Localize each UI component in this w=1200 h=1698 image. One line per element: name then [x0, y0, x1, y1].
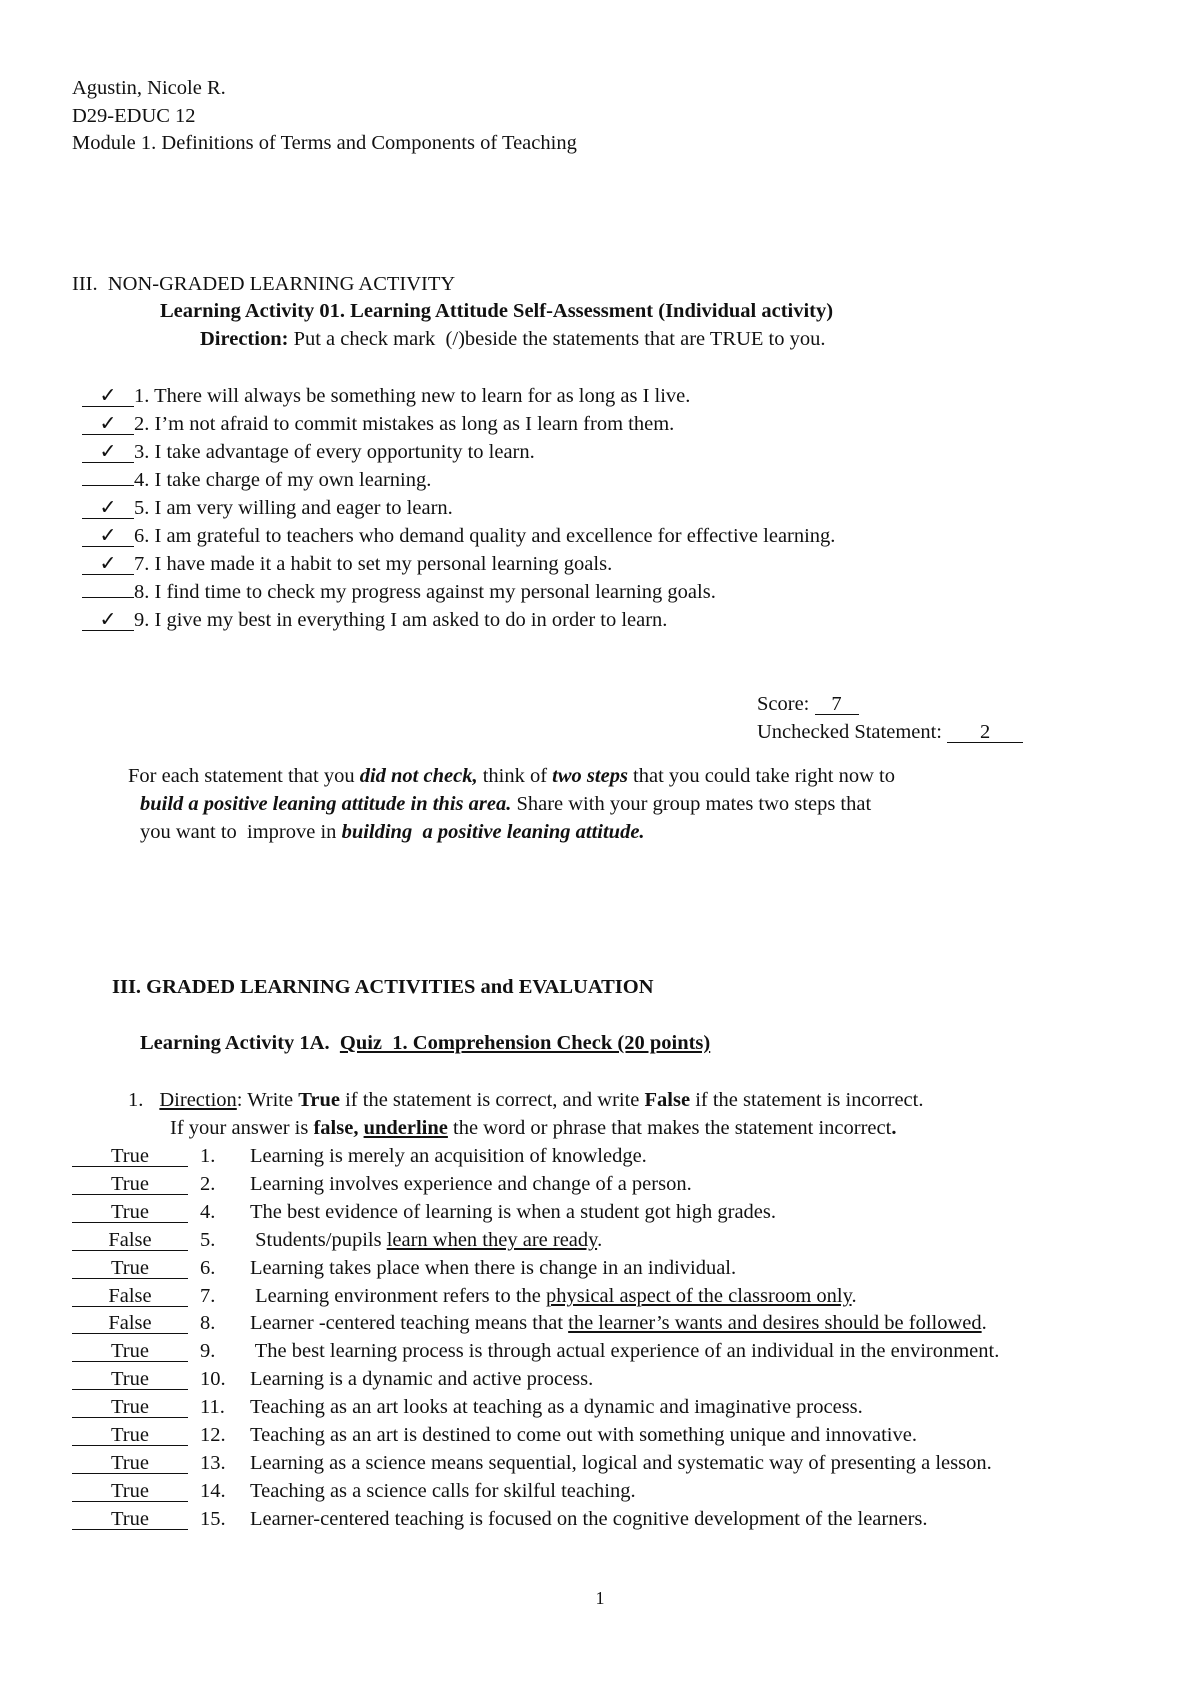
direction-word: Direction: [159, 1089, 237, 1111]
quiz-item-text: Teaching as a science calls for skilful teaching.: [250, 1480, 636, 1502]
quiz-item: [72, 1172, 692, 1196]
self-assessment-item: [82, 524, 835, 548]
reflection-emphasis: build a positive leaning attitude in this area.: [140, 793, 512, 815]
answer-blank: False: [72, 1286, 188, 1307]
underlined-phrase: learn when they are ready: [386, 1229, 598, 1251]
statement-text: I’m not afraid to commit mistakes as long as I learn from them.: [149, 413, 675, 435]
statement-text: I take advantage of every opportunity to learn.: [149, 441, 535, 463]
direction-number: 1.: [128, 1089, 144, 1111]
reflection-text: that you could take right now to: [627, 765, 895, 787]
reflection-emphasis: building a positive leaning attitude.: [341, 821, 645, 843]
answer-blank: True: [72, 1397, 188, 1418]
answer-blank: True: [72, 1509, 188, 1530]
answer-blank: True: [72, 1481, 188, 1502]
student-name: Agustin, Nicole R.: [72, 77, 226, 99]
answer-blank: True: [72, 1258, 188, 1279]
statement-number: 4.: [134, 469, 150, 491]
quiz-item-number: 7.: [200, 1285, 216, 1307]
quiz-item-number: 5.: [200, 1229, 216, 1251]
quiz-item-text: Learning is merely an acquisition of knowledge.: [250, 1145, 647, 1167]
empty-check-blank: [82, 485, 134, 486]
quiz-item-number: 8.: [200, 1312, 216, 1334]
direction-text: the word or phrase that makes the statement incorrect: [447, 1117, 892, 1139]
quiz-item: [72, 1507, 928, 1531]
quiz-item-number: 4.: [200, 1201, 216, 1223]
quiz-item: [72, 1423, 917, 1447]
quiz-item-text: The best learning process is through actual experience of an individual in the environment.: [250, 1340, 1000, 1362]
statement-number: 7.: [134, 553, 150, 575]
self-assessment-item: [82, 468, 431, 492]
direction-text: if the statement is correct, and write: [339, 1089, 645, 1111]
answer-blank: False: [72, 1230, 188, 1251]
statement-number: 2.: [134, 413, 150, 435]
reflection-text: think of: [477, 765, 553, 787]
answer-blank: False: [72, 1313, 188, 1334]
self-assessment-item: [82, 552, 612, 576]
reflection-line-3: [140, 820, 645, 844]
self-assessment-direction: [200, 327, 825, 351]
direction-text: If your answer is: [170, 1117, 314, 1139]
statement-text: I am very willing and eager to learn.: [149, 497, 453, 519]
unchecked-value: 2: [947, 722, 1023, 743]
direction-comma: ,: [353, 1117, 364, 1139]
quiz-item-number: 12.: [200, 1424, 226, 1446]
quiz-item-text: Learner -centered teaching means that: [250, 1312, 569, 1334]
quiz-item-text: Learning involves experience and change of a person.: [250, 1173, 692, 1195]
quiz-item-text: Learning is a dynamic and active process.: [250, 1368, 594, 1390]
quiz-item: [72, 1339, 999, 1363]
answer-blank: True: [72, 1369, 188, 1390]
quiz-item-text: Students/pupils: [250, 1229, 387, 1251]
statement-number: 1.: [134, 385, 150, 407]
statement-text: There will always be something new to learn for as long as I live.: [149, 385, 691, 407]
direction-underline: underline: [363, 1117, 448, 1139]
statement-text: I am grateful to teachers who demand quality and excellence for effective learning.: [149, 525, 836, 547]
quiz-item: [72, 1228, 602, 1252]
reflection-text: Share with your group mates two steps that: [511, 793, 872, 815]
check-mark-icon: ✓: [82, 442, 134, 463]
quiz-item-punctuation: .: [597, 1229, 603, 1251]
quiz-item: [72, 1451, 992, 1475]
course-code: D29-EDUC 12: [72, 105, 196, 127]
non-graded-section-title: III. NON-GRADED LEARNING ACTIVITY: [72, 273, 456, 295]
graded-section-title: III. GRADED LEARNING ACTIVITIES and EVALUATION: [112, 976, 654, 998]
reflection-text: For each statement that you: [128, 765, 360, 787]
check-mark-icon: ✓: [82, 526, 134, 547]
reflection-line-1: [128, 764, 895, 788]
quiz-item-number: 6.: [200, 1257, 216, 1279]
quiz-item: [72, 1144, 647, 1168]
quiz-item-number: 11.: [200, 1396, 225, 1418]
reflection-emphasis: did not check,: [359, 765, 478, 787]
statement-number: 5.: [134, 497, 150, 519]
quiz-activity-label: Learning Activity 1A.: [140, 1032, 340, 1054]
quiz-item-number: 15.: [200, 1508, 226, 1530]
quiz-item: [72, 1367, 593, 1391]
answer-blank: True: [72, 1146, 188, 1167]
self-assessment-item: [82, 580, 716, 604]
underlined-phrase: physical aspect of the classroom only: [546, 1285, 852, 1307]
self-assessment-item: [82, 412, 674, 436]
statement-number: 9.: [134, 609, 150, 631]
check-mark-icon: ✓: [82, 414, 134, 435]
check-mark-icon: ✓: [82, 610, 134, 631]
direction-false: false: [313, 1117, 354, 1139]
quiz-item-number: 14.: [200, 1480, 226, 1502]
direction-dot: .: [891, 1117, 897, 1139]
self-assessment-item: [82, 440, 535, 464]
answer-blank: True: [72, 1341, 188, 1362]
self-assessment-item: [82, 384, 690, 408]
answer-blank: True: [72, 1425, 188, 1446]
quiz-item-number: 13.: [200, 1452, 226, 1474]
reflection-emphasis: two steps: [552, 765, 628, 787]
quiz-item-number: 1.: [200, 1145, 216, 1167]
self-assessment-item: [82, 496, 453, 520]
statement-text: I have made it a habit to set my personal learning goals.: [149, 553, 613, 575]
quiz-item: [72, 1200, 776, 1224]
statement-number: 8.: [134, 581, 150, 603]
quiz-item-punctuation: .: [981, 1312, 987, 1334]
quiz-item-text: Learning environment refers to the: [250, 1285, 546, 1307]
quiz-item: [72, 1256, 736, 1280]
underlined-phrase: the learner’s wants and desires should be followed: [568, 1312, 982, 1334]
quiz-item-number: 2.: [200, 1173, 216, 1195]
quiz-name: Quiz 1. Comprehension Check (20 points): [339, 1032, 711, 1054]
score-line: [757, 692, 859, 716]
answer-blank: True: [72, 1453, 188, 1474]
direction-text: if the statement is incorrect.: [690, 1089, 924, 1111]
module-title: Module 1. Definitions of Terms and Components of Teaching: [72, 132, 577, 154]
direction-false: False: [644, 1089, 691, 1111]
direction-label: Direction:: [200, 328, 289, 350]
answer-blank: True: [72, 1174, 188, 1195]
quiz-item-number: 9.: [200, 1340, 216, 1362]
reflection-text: you want to improve in: [140, 821, 342, 843]
score-label: Score:: [757, 693, 815, 715]
direction-true: True: [298, 1089, 340, 1111]
quiz-item-number: 10.: [200, 1368, 226, 1390]
statement-number: 6.: [134, 525, 150, 547]
statement-number: 3.: [134, 441, 150, 463]
check-mark-icon: ✓: [82, 498, 134, 519]
activity-01-title: Learning Activity 01. Learning Attitude Self-Assessment (Individual activity): [160, 300, 834, 322]
empty-check-blank: [82, 597, 134, 598]
quiz-title: [140, 1031, 710, 1055]
quiz-direction-line-2: [170, 1116, 896, 1140]
quiz-item: [72, 1479, 636, 1503]
statement-text: I take charge of my own learning.: [149, 469, 432, 491]
page-number: 1: [595, 1588, 605, 1608]
quiz-item-punctuation: .: [851, 1285, 857, 1307]
direction-text: : Write: [236, 1089, 299, 1111]
quiz-item-text: Teaching as an art looks at teaching as a dynamic and imaginative process.: [250, 1396, 863, 1418]
direction-text: Put a check mark (/)beside the statements that are TRUE to you.: [288, 328, 826, 350]
quiz-item-text: Learning as a science means sequential, logical and systematic way of presenting a lesson.: [250, 1452, 992, 1474]
quiz-item: [72, 1311, 987, 1335]
quiz-item: [72, 1395, 863, 1419]
quiz-item: [72, 1284, 857, 1308]
quiz-direction-line-1: [128, 1088, 923, 1112]
answer-blank: True: [72, 1202, 188, 1223]
quiz-item-text: The best evidence of learning is when a student got high grades.: [250, 1201, 777, 1223]
reflection-line-2: [140, 792, 871, 816]
quiz-item-text: Learner-centered teaching is focused on the cognitive development of the learners.: [250, 1508, 928, 1530]
score-value: 7: [815, 694, 859, 715]
statement-text: I find time to check my progress against my personal learning goals.: [149, 581, 716, 603]
quiz-item-text: Teaching as an art is destined to come out with something unique and innovative.: [250, 1424, 917, 1446]
check-mark-icon: ✓: [82, 554, 134, 575]
unchecked-line: [757, 720, 1023, 744]
statement-text: I give my best in everything I am asked to do in order to learn.: [149, 609, 668, 631]
check-mark-icon: ✓: [82, 386, 134, 407]
self-assessment-item: [82, 608, 667, 632]
quiz-item-text: Learning takes place when there is change in an individual.: [250, 1257, 737, 1279]
unchecked-label: Unchecked Statement:: [757, 721, 948, 743]
